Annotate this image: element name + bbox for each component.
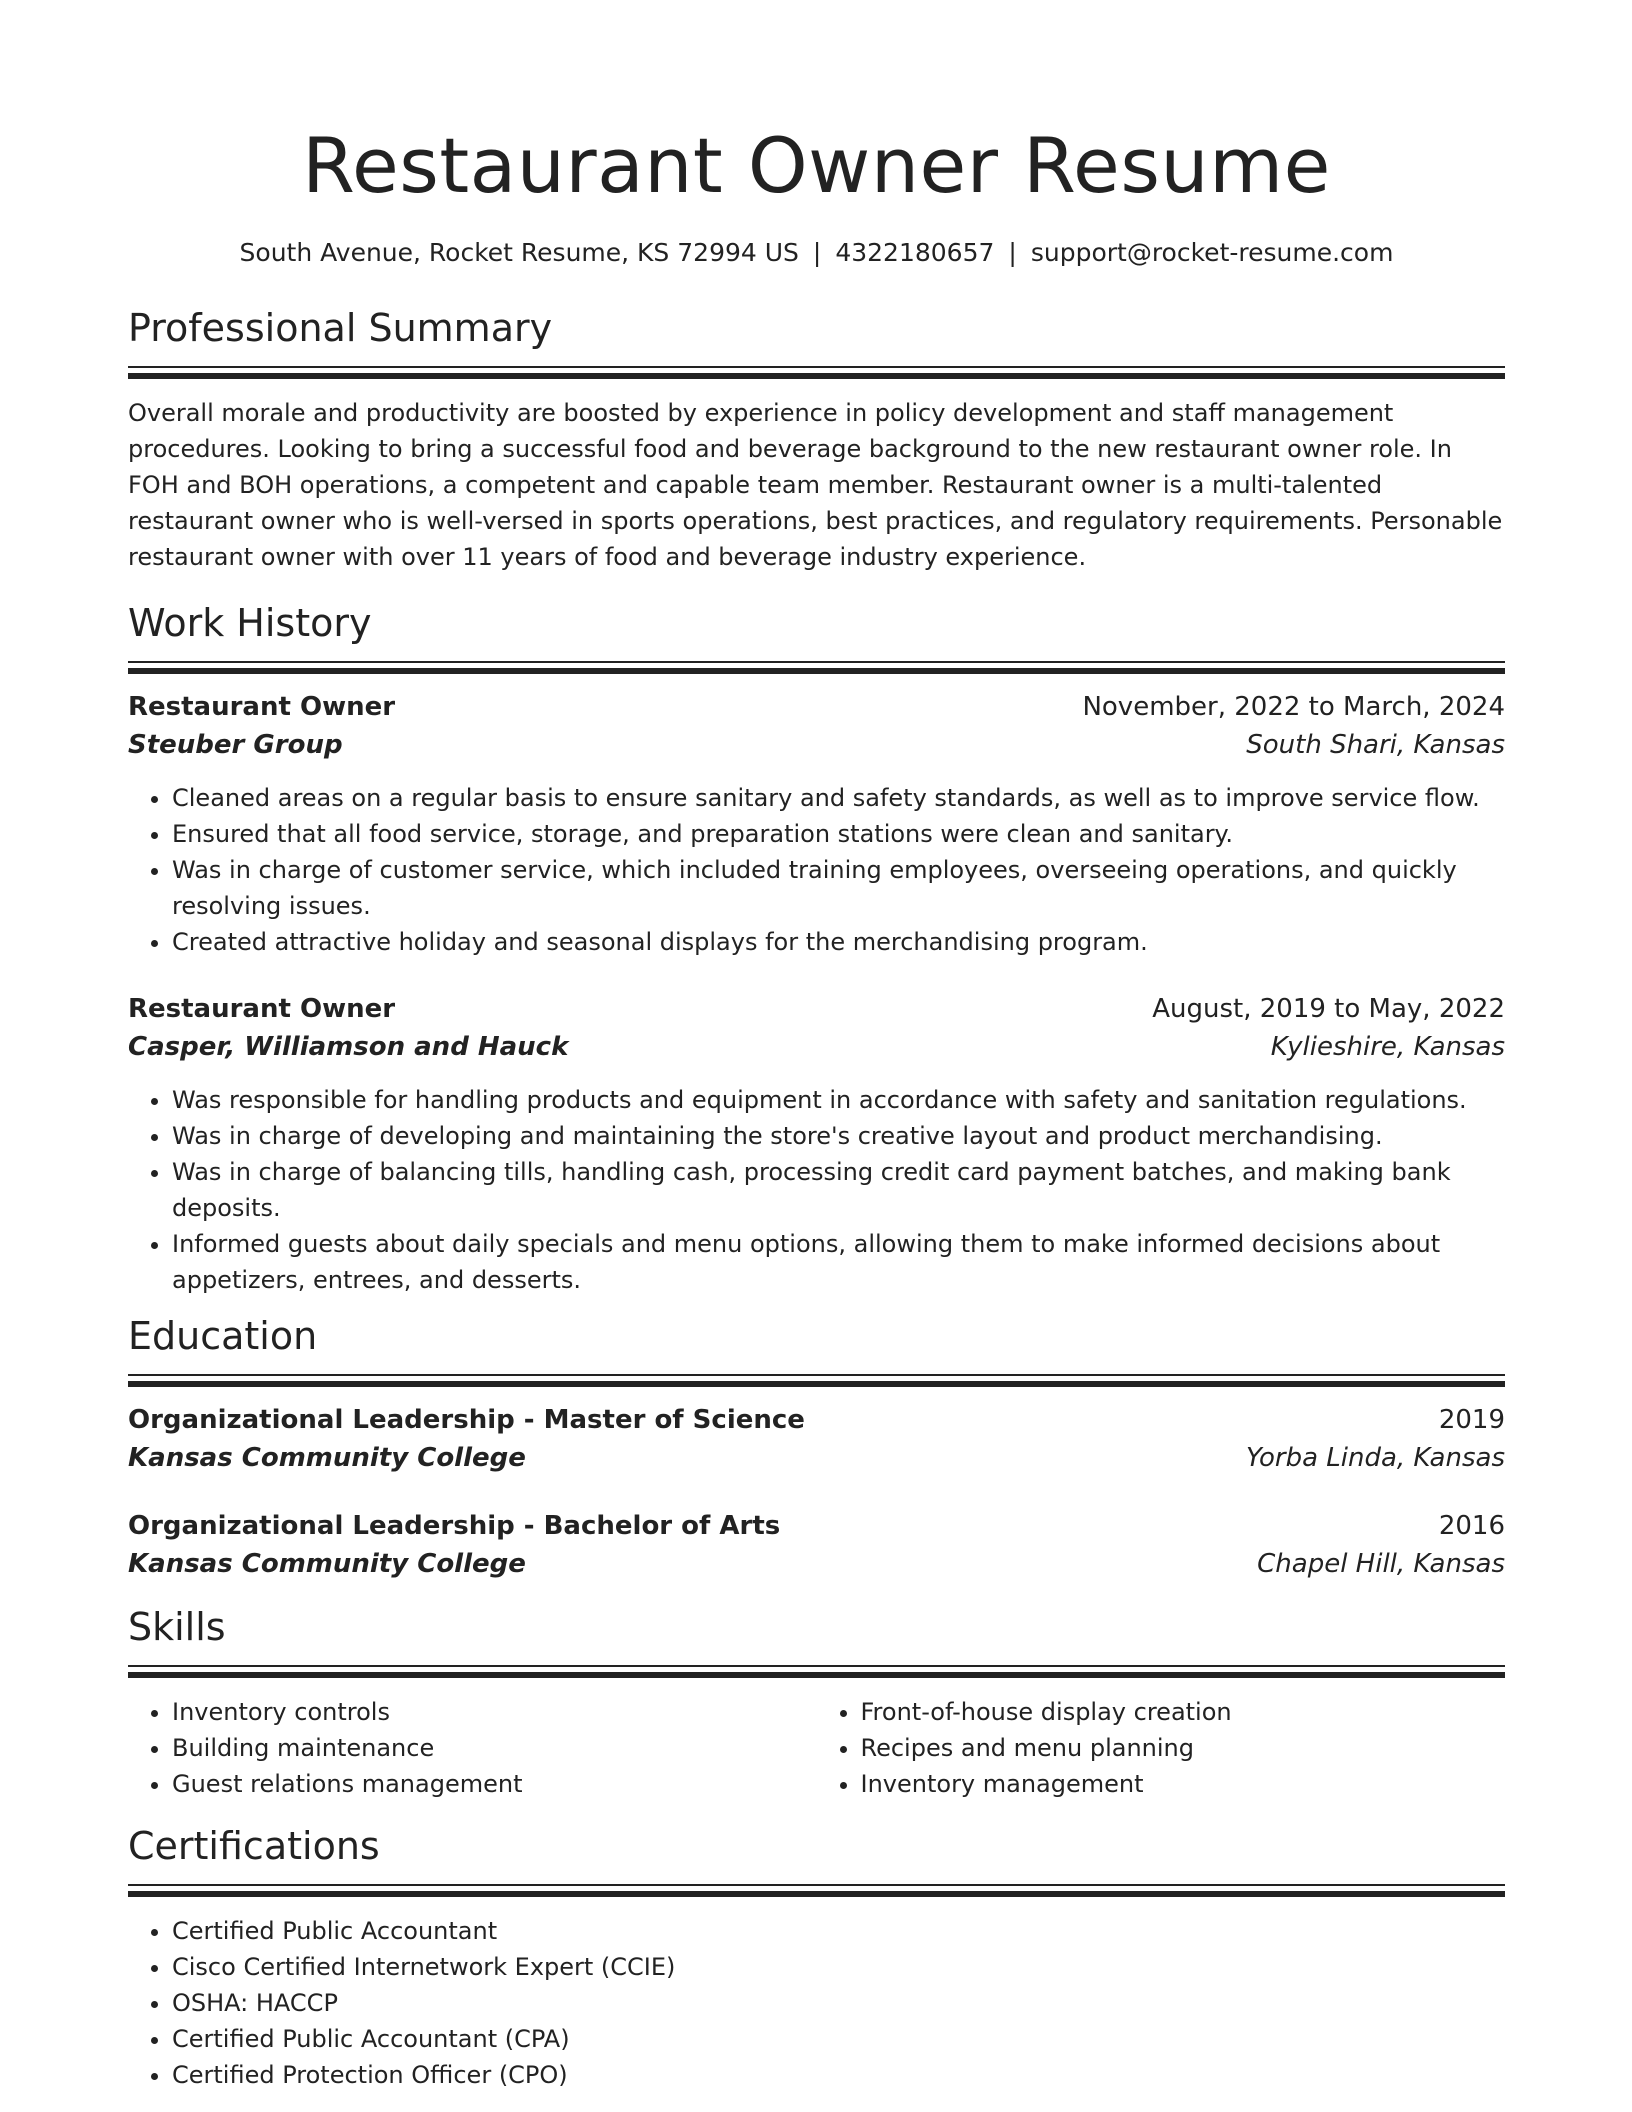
resume-title: Restaurant Owner Resume (302, 121, 1331, 210)
list-item: • Was in charge of customer service, which included training employees, overseeing operations, and quickly resolving issues. (172, 852, 1505, 924)
list-item: • Inventory management (861, 1766, 1506, 1802)
job-company-row (128, 1028, 1505, 1066)
contact-address: South Avenue, Rocket Resume, KS 72994 US (239, 238, 799, 267)
list-item: • Certified Public Accountant (172, 1913, 1505, 1949)
job-header-row (128, 688, 1505, 726)
section-certifications (128, 1822, 1505, 2093)
job-title: Restaurant Owner (128, 994, 396, 1024)
section-divider (128, 366, 1505, 379)
list-item: • Informed guests about daily specials and menu options, allowing them to make informed decisions about appetizers, entrees, and desserts. (172, 1226, 1505, 1298)
section-divider (128, 1884, 1505, 1897)
contact-separator: | (1008, 238, 1017, 267)
education-school: Kansas Community College (128, 1443, 526, 1473)
job-dates: November, 2022 to March, 2024 (1082, 692, 1505, 722)
list-item: • Ensured that all food service, storage, and preparation stations were clean and sanitary. (172, 816, 1505, 852)
list-item: • Front-of-house display creation (861, 1694, 1506, 1730)
section-divider (128, 661, 1505, 674)
education-year: 2019 (1438, 1405, 1505, 1435)
list-item: • Certified Protection Officer (CPO) (172, 2057, 1505, 2093)
section-divider (128, 1665, 1505, 1678)
section-divider (128, 1374, 1505, 1387)
job-dates: August, 2019 to May, 2022 (1152, 994, 1505, 1024)
education-entry (128, 1401, 1505, 1477)
list-item: • Inventory controls (172, 1694, 817, 1730)
education-entry (128, 1507, 1505, 1583)
job-company-row (128, 726, 1505, 764)
skills-grid (128, 1694, 1505, 1802)
list-item: • Was in charge of balancing tills, handling cash, processing credit card payment batches, and making bank deposits. (172, 1154, 1505, 1226)
job-bullets (128, 1082, 1505, 1298)
section-heading-summary: Professional Summary (128, 306, 553, 350)
section-education (128, 1312, 1505, 1583)
education-header-row (128, 1507, 1505, 1545)
section-summary (128, 304, 1505, 575)
section-heading-education: Education (128, 1314, 318, 1358)
job-location: South Shari, Kansas (1246, 730, 1505, 760)
education-school-row (128, 1545, 1505, 1583)
skills-column-right (817, 1694, 1506, 1802)
job-entry (128, 688, 1505, 960)
education-header-row (128, 1401, 1505, 1439)
list-item: • Cleaned areas on a regular basis to ensure sanitary and safety standards, as well as to improve service flow. (172, 780, 1505, 816)
education-location: Yorba Linda, Kansas (1245, 1443, 1505, 1473)
job-company: Casper, Williamson and Hauck (128, 1032, 569, 1062)
skills-column-left (128, 1694, 817, 1802)
job-entry (128, 990, 1505, 1298)
job-bullets (128, 780, 1505, 960)
contact-email: support@rocket-resume.com (1030, 238, 1394, 267)
section-heading-skills: Skills (128, 1605, 226, 1649)
education-school: Kansas Community College (128, 1549, 526, 1579)
contact-phone: 4322180657 (835, 238, 995, 267)
list-item: • Was responsible for handling products and equipment in accordance with safety and sanitation regulations. (172, 1082, 1505, 1118)
summary-text: Overall morale and productivity are boosted by experience in policy development and staff management procedures. Looking to bring a successful food and beverage background to the new restaurant owner role. In FOH and BOH operations, a competent and capable team member. Restaurant owner is a multi-talented restaurant owner who is well-versed in sports operations, best practices, and regulatory requirements. Personable restaurant owner with over 11 years of food and beverage industry experience. (128, 399, 1503, 571)
job-header-row (128, 990, 1505, 1028)
education-degree: Organizational Leadership - Bachelor of Arts (128, 1511, 781, 1541)
list-item: • Cisco Certified Internetwork Expert (CCIE) (172, 1949, 1505, 1985)
list-item: • Guest relations management (172, 1766, 817, 1802)
list-item: • Building maintenance (172, 1730, 817, 1766)
section-skills (128, 1603, 1505, 1802)
section-work-history (128, 599, 1505, 1298)
certifications-list (128, 1913, 1505, 2093)
contact-separator: | (812, 238, 822, 267)
list-item: • OSHA: HACCP (172, 1985, 1505, 2021)
contact-line (128, 236, 1505, 270)
section-heading-work: Work History (128, 601, 372, 645)
list-item: • Recipes and menu planning (861, 1730, 1506, 1766)
job-company: Steuber Group (128, 730, 343, 760)
section-heading-certifications: Certifications (128, 1824, 380, 1868)
education-location: Chapel Hill, Kansas (1257, 1549, 1505, 1579)
education-school-row (128, 1439, 1505, 1477)
job-title: Restaurant Owner (128, 692, 396, 722)
list-item: • Certified Public Accountant (CPA) (172, 2021, 1505, 2057)
job-location: Kylieshire, Kansas (1270, 1032, 1505, 1062)
list-item: • Was in charge of developing and maintaining the store's creative layout and product merchandising. (172, 1118, 1505, 1154)
education-degree: Organizational Leadership - Master of Science (128, 1405, 805, 1435)
list-item: • Created attractive holiday and seasonal displays for the merchandising program. (172, 924, 1505, 960)
education-year: 2016 (1438, 1511, 1505, 1541)
